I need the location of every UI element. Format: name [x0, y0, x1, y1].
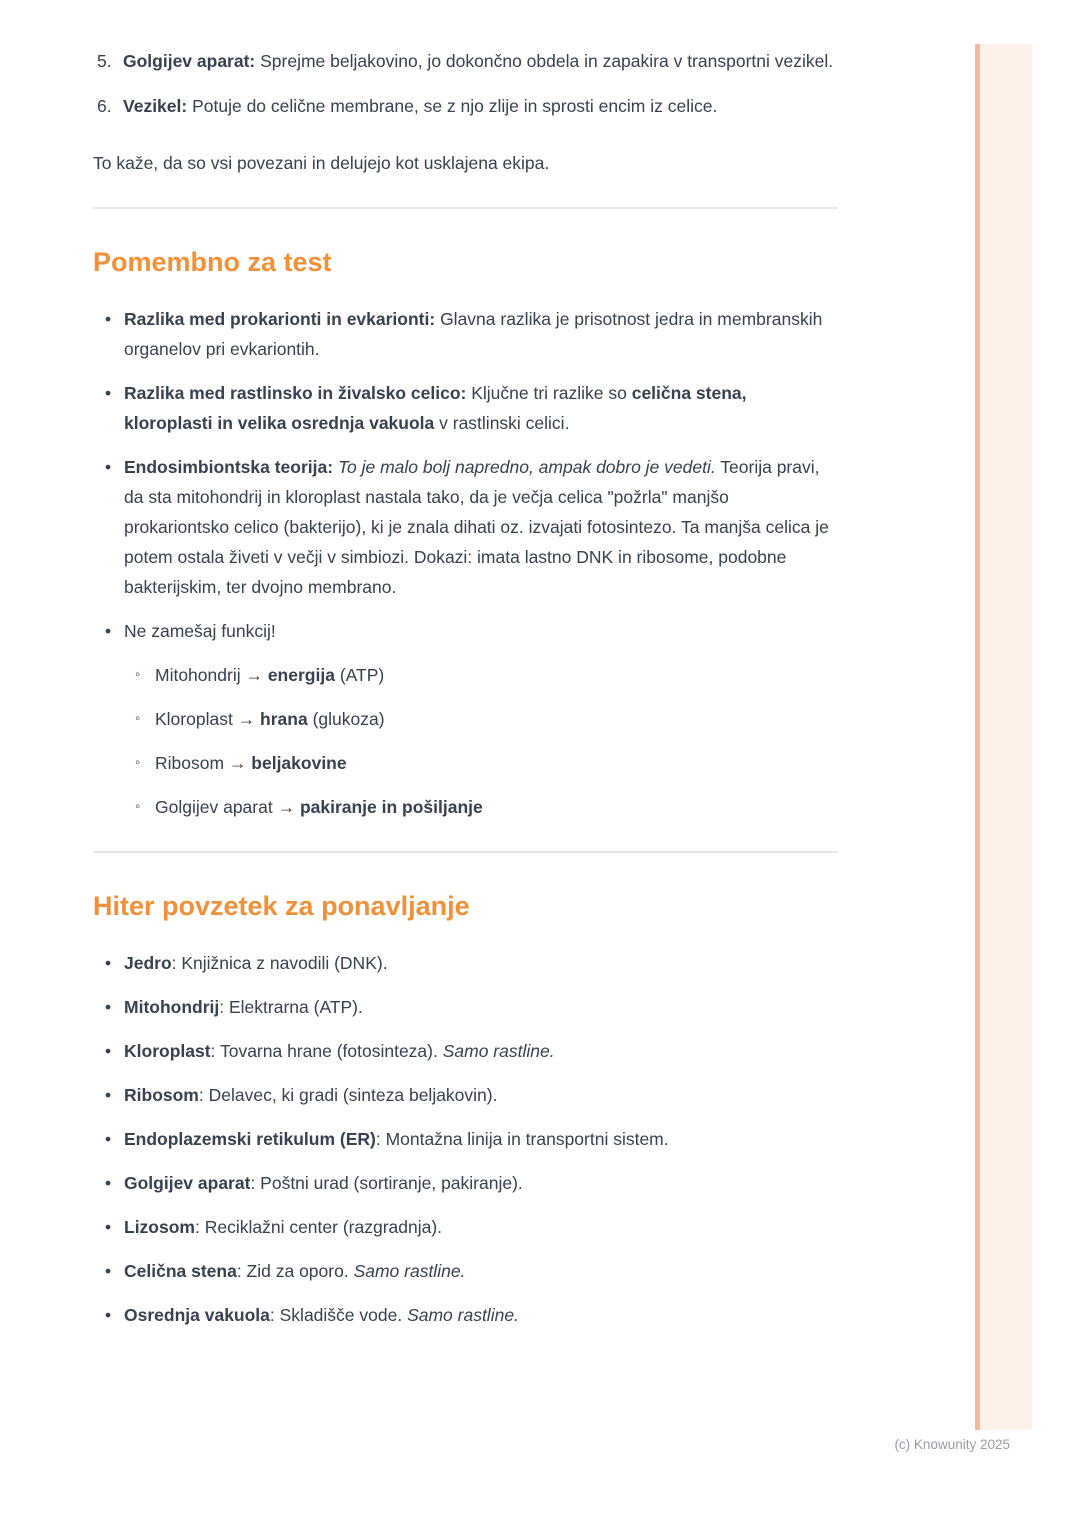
- bullet-item-text: Golgijev aparat: Poštni urad (sortiranje, pakiranje).: [124, 1173, 523, 1193]
- bullet-item: [93, 378, 838, 438]
- process-list-item: [97, 91, 838, 121]
- bullet-item-text: Celična stena: Zid za oporo. Samo rastline.: [124, 1261, 466, 1281]
- bullet-item-text: Ribosom: Delavec, ki gradi (sinteza beljakovin).: [124, 1085, 498, 1105]
- copyright-footer: (c) Knowunity 2025: [894, 1437, 1010, 1452]
- bullet-item: [93, 1036, 838, 1066]
- sub-bullet-item-text: Mitohondrij → energija (ATP): [155, 665, 385, 685]
- list-item-number: 6.: [97, 96, 112, 116]
- list-item-number: 5.: [97, 51, 112, 71]
- sub-bullet-item: [135, 792, 838, 822]
- bullet-item: [93, 948, 838, 978]
- bullet-item: [93, 1124, 838, 1154]
- bullet-item: [93, 452, 838, 602]
- bullet-item: [93, 616, 838, 646]
- sub-bullet-item: [135, 660, 838, 690]
- section-divider: [93, 851, 838, 853]
- bullet-item-text: Razlika med rastlinsko in živalsko celico: Ključne tri razlike so celična stena, kloroplasti in velika osrednja vakuola v rastlinski celici.: [124, 383, 747, 433]
- document-body: [93, 46, 838, 1344]
- organelle-process-list: [93, 46, 838, 121]
- bullet-item: [93, 992, 838, 1022]
- bullet-item-text: Kloroplast: Tovarna hrane (fotosinteza). Samo rastline.: [124, 1041, 555, 1061]
- bullet-item-text: Endosimbiontska teorija: To je malo bolj napredno, ampak dobro je vedeti. Teorija pravi, da sta mitohondrij in kloroplast nastala tako, da je večja celica "požrla" manjšo prokariontsko celico (bakterijo), ki je znala dihati oz. izvajati fotosintezo. Ta manjša celica je potem ostala živeti v večji v simbiozi. Dokazi: imata lastno DNK in ribosome, podobne bakterijskim, ter dvojno membrano.: [124, 457, 829, 597]
- important-bullet-list: [93, 304, 838, 646]
- sub-bullet-item-text: Ribosom → beljakovine: [155, 753, 347, 773]
- page-margin-stripe: [975, 44, 1032, 1430]
- bullet-item: [93, 1212, 838, 1242]
- bullet-item: [93, 304, 838, 364]
- bullet-item-text: Mitohondrij: Elektrarna (ATP).: [124, 997, 363, 1017]
- intro-closing-paragraph: To kaže, da so vsi povezani in delujejo kot usklajena ekipa.: [93, 153, 550, 173]
- bullet-item-text: Lizosom: Reciklažni center (razgradnja).: [124, 1217, 443, 1237]
- bullet-item: [93, 1300, 838, 1330]
- bullet-item-text: Jedro: Knjižnica z navodili (DNK).: [124, 953, 388, 973]
- sub-bullet-item: [135, 704, 838, 734]
- sub-bullet-item-text: Golgijev aparat → pakiranje in pošiljanje: [155, 797, 483, 817]
- bullet-item-text: Osrednja vakuola: Skladišče vode. Samo rastline.: [124, 1305, 519, 1325]
- bullet-item-text: Razlika med prokarionti in evkarionti: Glavna razlika je prisotnost jedra in membranskih organelov pri evkariontih.: [124, 309, 823, 359]
- bullet-item: [93, 1256, 838, 1286]
- bullet-item-text: Ne zamešaj funkcij!: [124, 621, 276, 641]
- sub-bullet-item: [135, 748, 838, 778]
- sub-bullet-item-text: Kloroplast → hrana (glukoza): [155, 709, 385, 729]
- function-sub-list: [135, 660, 838, 822]
- section-divider: [93, 207, 838, 209]
- bullet-item: [93, 1168, 838, 1198]
- bullet-item-text: Endoplazemski retikulum (ER): Montažna linija in transportni sistem.: [124, 1129, 669, 1149]
- section-heading-important: Pomembno za test: [93, 247, 332, 277]
- section-heading-summary: Hiter povzetek za ponavljanje: [93, 891, 470, 921]
- list-item-text: Golgijev aparat: Sprejme beljakovino, jo dokončno obdela in zapakira v transportni vezikel.: [123, 51, 834, 71]
- process-list-item: [97, 46, 838, 76]
- list-item-text: Vezikel: Potuje do celične membrane, se z njo zlije in sprosti encim iz celice.: [123, 96, 718, 116]
- summary-bullet-list: [93, 948, 838, 1330]
- bullet-item: [93, 1080, 838, 1110]
